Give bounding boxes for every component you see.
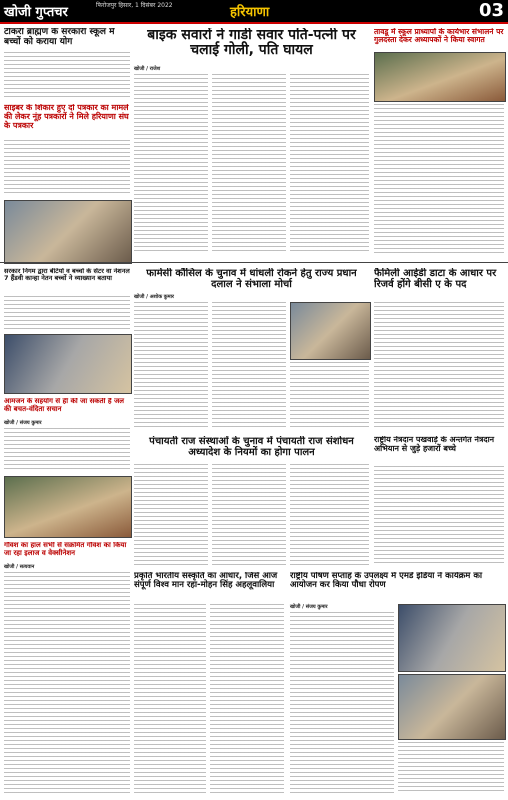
story-8-body-col2 xyxy=(212,464,286,566)
story-8-body-col1 xyxy=(134,464,208,566)
story-1-headline: टीकरी ब्राह्मण के सरकारी स्कूल में बच्चों को कराया योग xyxy=(4,28,115,47)
story-5-body-col1 xyxy=(134,302,208,430)
story-3-body xyxy=(374,104,504,254)
divider-rule xyxy=(0,262,508,263)
story-13-headline: गौवंश का हाल सभी से संक्रमित गौवंश का किया जा रहा इलाज व वेक्सीनेशन xyxy=(4,542,127,557)
story-5-body-col3 xyxy=(290,362,369,430)
photo-journalists xyxy=(4,200,132,264)
story-1-body xyxy=(4,52,130,100)
story-9-headline: राष्ट्रीय नेत्रदान पखवाड़े के अन्तर्गत नेत्रदान अभियान से जुड़े हजारों बच्चे xyxy=(374,436,495,453)
story-10-headline: आमजन के सहयोग से ही की जा सकती है जल की बचत-वंदिता सचान xyxy=(4,398,125,413)
story-12-body-col2 xyxy=(398,742,504,794)
story-4-body xyxy=(4,140,130,196)
story-7-body xyxy=(4,296,130,330)
page-number: 03 xyxy=(478,0,504,21)
story-2-body-col3 xyxy=(290,74,369,254)
story-2-body-col1 xyxy=(134,74,208,254)
story-7-headline: सरकार निगम द्वारा बेटियों व बच्चों के सेंटर वा नेशनल 7 हैंडवी कान्हा नेतन बच्चों ने व्याख्यान बताया xyxy=(4,268,130,283)
story-5-byline: खोजी / अशोक कुमार xyxy=(134,294,174,300)
masthead-brand: खोजी गुप्तचर xyxy=(4,5,68,20)
photo-plantation xyxy=(398,604,506,672)
story-2-body-col2 xyxy=(212,74,286,254)
story-4-headline: साइबर के शिकार हुए दो पत्रकार का मामले की लेकर नूंह पत्रकारों ने मिले हरियाणा संघ के पत्रकार xyxy=(4,104,129,130)
story-6-body xyxy=(374,302,504,430)
story-9-body xyxy=(374,466,504,566)
story-10-body xyxy=(4,428,130,472)
story-5-body-col2 xyxy=(212,302,286,430)
story-8-body-col3 xyxy=(290,464,369,566)
story-12-byline: खोजी / संजय कुमार xyxy=(290,604,328,610)
section-title: हरियाणा xyxy=(230,5,270,20)
photo-pharmacy-leader xyxy=(290,302,371,360)
story-2-headline: बाइक सवारों ने गाडी सवार पति-पत्नी पर चलाई गोली, पति घायल xyxy=(147,28,356,59)
story-13-body xyxy=(4,572,130,794)
masthead xyxy=(0,0,508,22)
photo-water-meeting xyxy=(4,476,132,538)
story-3-headline: तावडू में स्कूल प्राध्यापों के कार्यभार संभालने पर गुलदस्ता देकर अध्यापकों ने किया स्वागत xyxy=(374,28,504,45)
story-5-headline: फार्मेसी कौंसिल के चुनाव में धांधली रोकने हेतु राज्य प्रधान दलाल ने संभाला मोर्चा xyxy=(146,268,357,290)
story-8-headline: पंचायती राज संस्थाओं के चुनाव में पंचायती राज संशोधन अध्यादेश के नियमों का होगा पालन xyxy=(149,436,354,458)
masthead-divider xyxy=(0,22,508,24)
story-12-headline: राष्ट्रीय पोषण सप्ताह के उपलक्ष्य में एमडे इंडिया ने कार्यक्रम का आयोजन कर किया पौधा रोपण xyxy=(290,572,483,591)
story-11-headline: प्रकृति भारतीय संस्कृति का आधार, जिसे आज संपूर्ण विश्व मान रहा-मोहन सिंह अहलूवालिया xyxy=(134,572,278,591)
story-11-body-col2 xyxy=(210,604,284,794)
story-6-headline: फैमिली आईडी डाटा के आधार पर रिजर्व होंगे बीसी ए के पद xyxy=(374,268,497,290)
story-10-byline: खोजी / संजय कुमार xyxy=(4,420,42,426)
photo-teachers-welcome xyxy=(374,52,506,102)
masthead-date: फिरोजपुर हिसार, 1 दिसंबर 2022 xyxy=(96,2,173,9)
story-13-byline: खोजी / सत्यवान xyxy=(4,564,35,570)
photo-nutrition-event xyxy=(398,674,506,740)
story-12-body xyxy=(290,612,394,794)
photo-children-center xyxy=(4,334,132,394)
story-2-byline: खोजी / राजेश xyxy=(134,66,161,72)
story-11-body-col1 xyxy=(134,604,206,794)
